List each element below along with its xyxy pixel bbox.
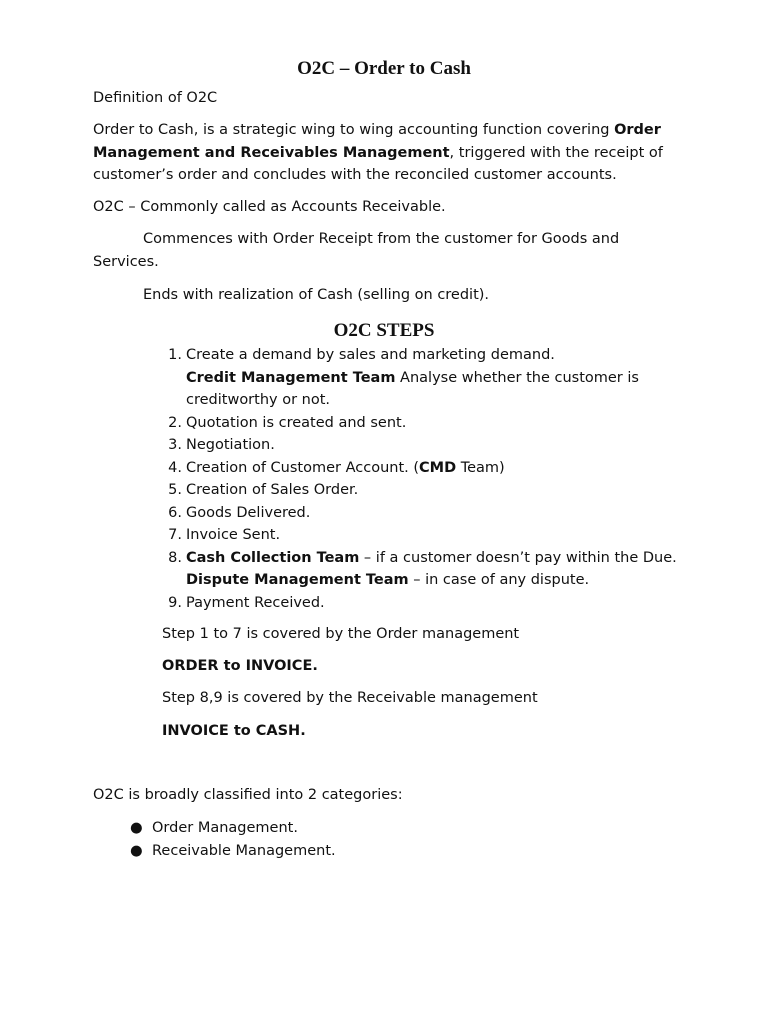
step-subtext-rest: Analyse whether the customer is creditworthy or not. <box>186 369 639 408</box>
category-item <box>130 840 652 863</box>
commences-text: Commences with Order Receipt from the customer for Goods and Services. <box>93 231 620 270</box>
step-subtext-rest: – in case of any dispute. <box>408 572 590 588</box>
intro-text-end: , triggered with the receipt of customer’s order and concludes with the reconciled customer accounts. <box>93 144 663 183</box>
step-item <box>168 524 686 547</box>
step-text: Invoice Sent. <box>186 527 281 543</box>
step-number: 8. <box>168 549 182 566</box>
step-item <box>168 547 686 592</box>
invoice-to-cash: INVOICE to CASH. <box>162 723 306 739</box>
step-text: Payment Received. <box>186 594 325 611</box>
categories-intro-text: is broadly classified into 2 categories: <box>123 787 403 803</box>
document-title: O2C – Order to Cash <box>297 58 471 79</box>
step-text: Negotiation. <box>186 437 275 453</box>
step-subtext <box>186 367 686 412</box>
step-number: 4. <box>168 459 182 476</box>
categories-intro-lead: O2C <box>93 787 124 803</box>
order-management-summary: Step 1 to 7 is covered by the Order management <box>162 626 520 642</box>
category-item <box>130 817 652 840</box>
step-subtext-bold: Dispute Management Team <box>186 572 409 588</box>
step-text: Quotation is created and sent. <box>186 414 407 431</box>
commences-paragraph <box>93 228 673 273</box>
step-text: Creation of Customer Account. ( <box>186 459 420 476</box>
step-item <box>168 457 686 480</box>
step-item <box>168 592 686 615</box>
steps-list <box>168 344 686 614</box>
step-item <box>168 412 686 435</box>
step-text-bold: Cash Collection Team <box>186 549 360 566</box>
step-number: 7. <box>168 527 182 543</box>
category-label: Receivable Management. <box>152 842 336 859</box>
intro-text-bold: Order Management and Receivables Management <box>93 122 661 161</box>
step-text-rest: – if a customer doesn’t pay within the Due. <box>359 549 677 566</box>
step-item <box>168 434 686 457</box>
step-number: 9. <box>168 594 182 611</box>
ends-line: Ends with realization of Cash (selling on credit). <box>143 287 490 303</box>
step-number: 2. <box>168 414 182 431</box>
step-number: 5. <box>168 482 182 498</box>
intro-text-start: Order to Cash, is a strategic wing to wing accounting function covering <box>93 122 615 138</box>
step-subtext-bold: Credit Management Team <box>186 369 396 386</box>
step-number: 6. <box>168 504 182 521</box>
step-text-tail: Team) <box>456 459 505 476</box>
step-text-bold: CMD <box>419 459 457 476</box>
intro-paragraph <box>93 119 673 187</box>
step-item <box>168 344 686 412</box>
step-text: Create a demand by sales and marketing demand. <box>186 347 555 363</box>
steps-heading: O2C STEPS <box>333 320 435 341</box>
bullet-icon: ● <box>130 820 143 836</box>
step-number: 1. <box>168 347 182 363</box>
step-number: 3. <box>168 437 182 453</box>
step-item <box>168 502 686 525</box>
commonly-called-line: O2C – Commonly called as Accounts Receivable. <box>93 199 446 215</box>
bullet-icon: ● <box>130 842 143 859</box>
step-subtext <box>186 569 686 592</box>
categories-intro <box>93 784 403 807</box>
step-text: Goods Delivered. <box>186 504 311 521</box>
categories-list <box>130 817 652 862</box>
step-item <box>168 479 686 502</box>
step-text: Creation of Sales Order. <box>186 482 359 498</box>
step-text <box>186 547 686 570</box>
category-label: Order Management. <box>152 820 298 836</box>
definition-heading: Definition of O2C <box>93 90 218 106</box>
receivable-management-summary: Step 8,9 is covered by the Receivable management <box>162 690 538 706</box>
order-to-invoice: ORDER to INVOICE. <box>162 658 318 674</box>
